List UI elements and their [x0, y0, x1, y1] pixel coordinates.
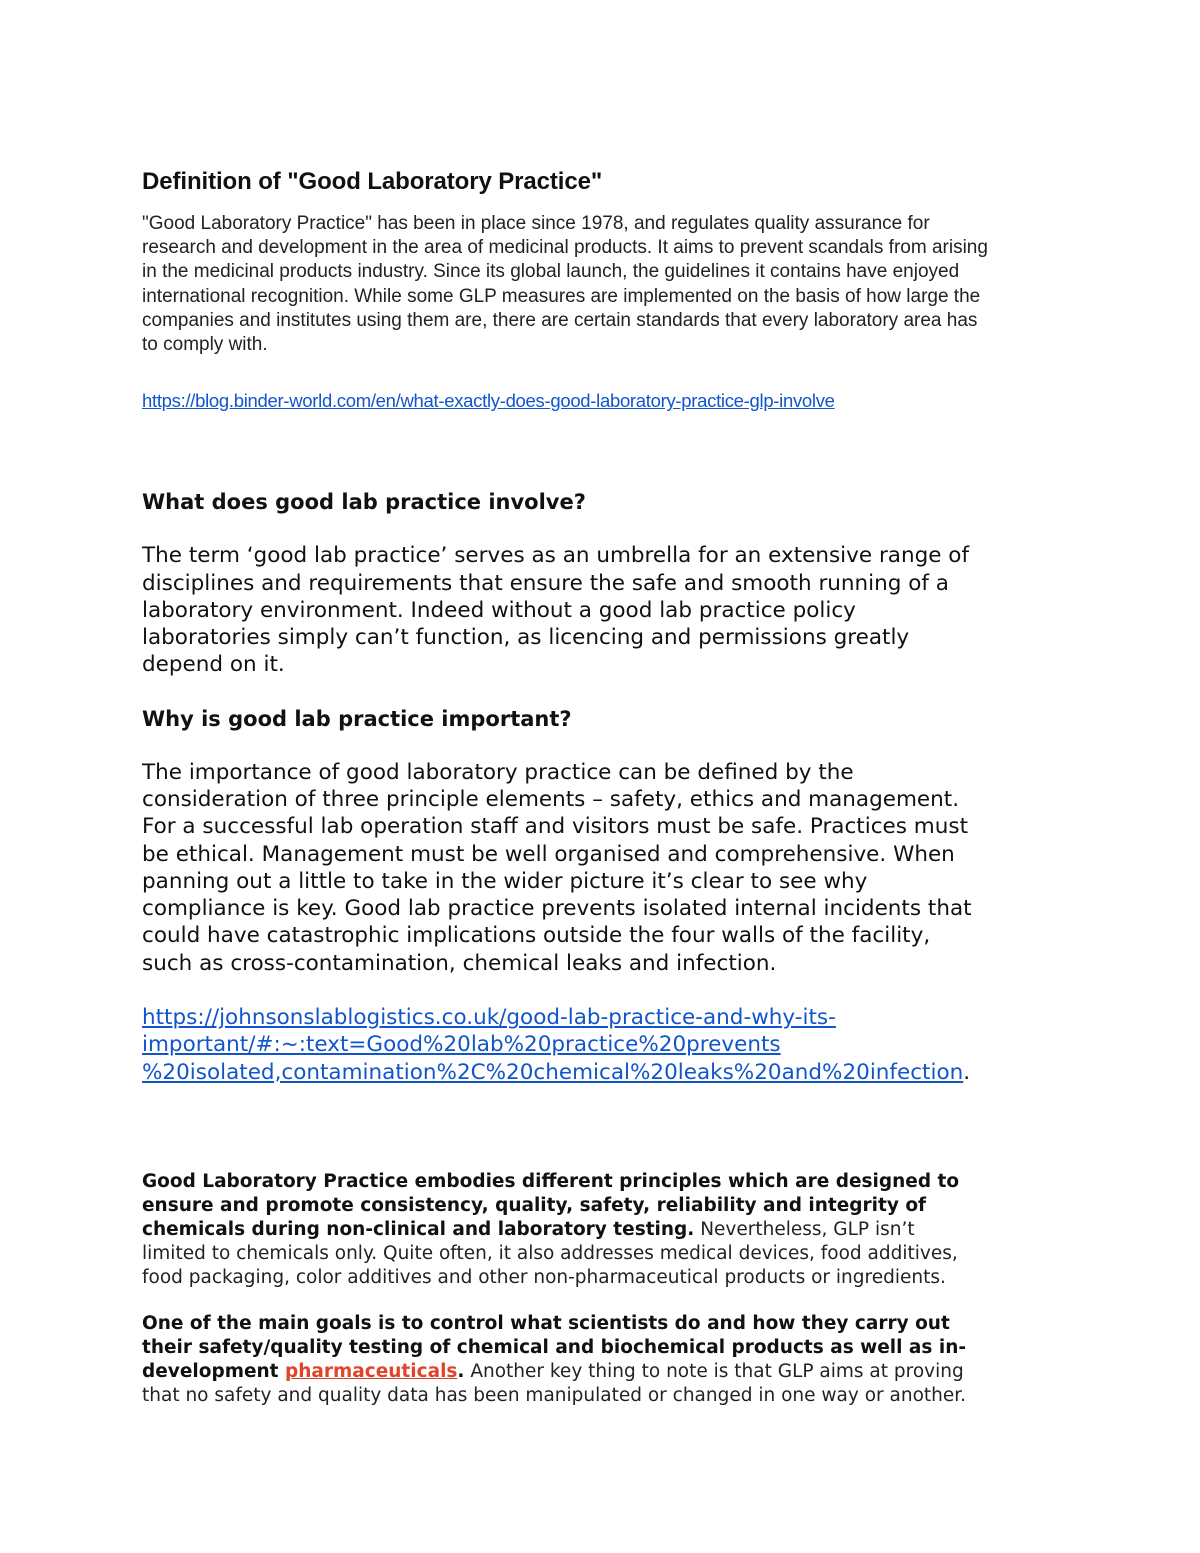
plain-text: limited to chemicals only. Quite often, it also addresses medical devices, food additives,: [142, 1242, 958, 1264]
text-line: research and development in the area of medicinal products. It aims to prevent scandals from arising: [142, 237, 988, 259]
link-line: important/#:~:text=Good%20lab%20practice%20prevents: [142, 1032, 781, 1058]
bold-text: their safety/quality testing of chemical and biochemical products as well as in-: [142, 1336, 967, 1358]
plain-text: Another key thing to note is that GLP aims at proving: [464, 1360, 964, 1382]
link-binder-world[interactable]: https://blog.binder-world.com/en/what-exactly-does-good-laboratory-practice-glp-involve: [142, 390, 835, 412]
paragraph-main-goals: [142, 1312, 1072, 1408]
text-line: laboratories simply can’t function, as licencing and permissions greatly: [142, 625, 910, 651]
link-line: %20isolated,contamination%2C%20chemical%20leaks%20and%20infection: [142, 1059, 964, 1085]
heading-why-important: Why is good lab practice important?: [142, 706, 572, 731]
text-line: international recognition. While some GLP measures are implemented on the basis of how large the: [142, 285, 981, 307]
paragraph-link-johnsons: [142, 1004, 1072, 1086]
link-pharmaceuticals[interactable]: pharmaceuticals: [284, 1360, 458, 1382]
heading-what-involve: What does good lab practice involve?: [142, 490, 586, 515]
plain-text: food packaging, color additives and other non-pharmaceutical products or ingredients.: [142, 1266, 946, 1288]
bold-text: development: [142, 1360, 285, 1382]
text-line: consideration of three principle elements – safety, ethics and management.: [142, 787, 960, 812]
text-line: be ethical. Management must be well organised and comprehensive. When: [142, 841, 955, 867]
text-line: such as cross-contamination, chemical leaks and infection.: [142, 950, 777, 976]
link-line: https://johnsonslablogistics.co.uk/good-lab-practice-and-why-its-: [142, 1005, 836, 1031]
text-line: companies and institutes using them are, there are certain standards that every laboratory area has: [142, 309, 978, 331]
link-johnsons-lab-logistics[interactable]: [142, 1005, 963, 1085]
text-line: compliance is key. Good lab practice prevents isolated internal incidents that: [142, 896, 972, 922]
heading-definition: Definition of "Good Laboratory Practice": [142, 168, 603, 195]
text-line: to comply with.: [142, 334, 268, 356]
text-line: disciplines and requirements that ensure the safe and smooth running of a: [142, 570, 949, 596]
text-line: in the medicinal products industry. Since its global launch, the guidelines it contains have enjoyed: [142, 261, 960, 283]
bold-text: .: [457, 1360, 465, 1382]
text-line: The term ‘good lab practice’ serves as an umbrella for an extensive range of: [142, 543, 970, 569]
text-line: "Good Laboratory Practice" has been in place since 1978, and regulates quality assurance for: [142, 213, 930, 234]
paragraph-glp-principles: [142, 1170, 1072, 1290]
link-trailing-period: .: [963, 1059, 971, 1085]
text-line: panning out a little to take in the wider picture it’s clear to see why: [142, 868, 868, 894]
plain-text: that no safety and quality data has been manipulated or changed in one way or another.: [142, 1384, 967, 1406]
text-line: The importance of good laboratory practice can be defined by the: [142, 759, 854, 785]
document-page: [142, 166, 1072, 1408]
text-line: could have catastrophic implications outside the four walls of the facility,: [142, 923, 931, 949]
bold-text: Good Laboratory Practice embodies different principles which are designed to: [142, 1170, 960, 1192]
bold-text: ensure and promote consistency, quality, safety, reliability and integrity of: [142, 1194, 927, 1216]
paragraph-definition: [142, 212, 1072, 357]
plain-text: Nevertheless, GLP isn’t: [694, 1218, 915, 1240]
text-line: laboratory environment. Indeed without a good lab practice policy: [142, 597, 856, 623]
bold-text: chemicals during non-clinical and laboratory testing.: [142, 1218, 695, 1240]
bold-text: One of the main goals is to control what scientists do and how they carry out: [142, 1312, 950, 1334]
text-line: For a successful lab operation staff and visitors must be safe. Practices must: [142, 814, 968, 840]
paragraph-involve: [142, 542, 1072, 678]
paragraph-important: [142, 759, 1072, 977]
text-line: depend on it.: [142, 652, 285, 678]
